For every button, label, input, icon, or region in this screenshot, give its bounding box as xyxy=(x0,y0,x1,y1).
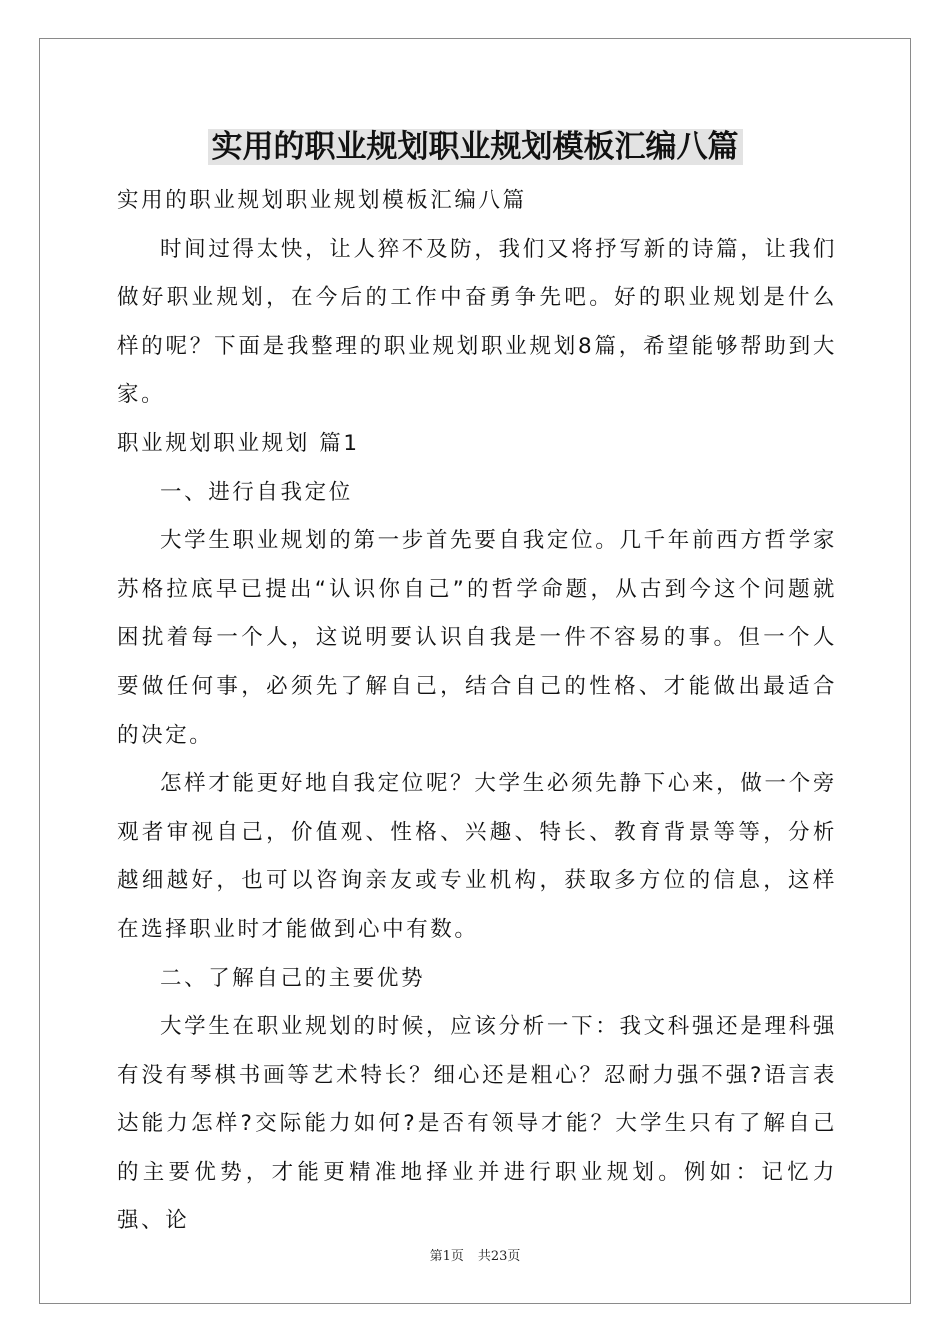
current-page-label: 第1页 xyxy=(429,1249,464,1264)
document-title xyxy=(0,124,950,170)
paragraph: 实用的职业规划职业规划模板汇编八篇 xyxy=(117,188,527,213)
subsection-heading: 一、进行自我定位 xyxy=(160,479,353,505)
paragraph: 大学生在职业规划的时候，应该分析一下：我文科强还是理科强有没有琴棋书画等艺术特长？细心还是粗心？忍耐力强不强?语言表达能力怎样?交际能力如何?是否有领导才能？大学生只有了解自己的主要优势，才能更精准地择业并进行职业规划。例如：记忆力强、论 xyxy=(117,1014,837,1234)
document-title-text: 实用的职业规划职业规划模板汇编八篇 xyxy=(208,129,743,165)
total-pages-label: 共23页 xyxy=(477,1249,521,1264)
page-footer xyxy=(0,1247,950,1267)
section-heading: 职业规划职业规划 篇1 xyxy=(117,430,360,456)
subsection-heading: 二、了解自己的主要优势 xyxy=(160,965,426,991)
paragraph: 大学生职业规划的第一步首先要自我定位。几千年前西方哲学家苏格拉底早已提出“认识你自己”的哲学命题，从古到今这个问题就困扰着每一个人，这说明要认识自我是一件不容易的事。但一个人要做任何事，必须先了解自己，结合自己的性格、才能做出最适合的决定。 xyxy=(117,528,837,748)
document-body xyxy=(117,177,837,1246)
paragraph: 怎样才能更好地自我定位呢？大学生必须先静下心来，做一个旁观者审视自己，价值观、性格、兴趣、特长、教育背景等等，分析越细越好，也可以咨询亲友或专业机构，获取多方位的信息，这样在选择职业时才能做到心中有数。 xyxy=(117,771,837,942)
paragraph: 时间过得太快，让人猝不及防，我们又将抒写新的诗篇，让我们做好职业规划，在今后的工作中奋勇争先吧。好的职业规划是什么样的呢？下面是我整理的职业规划职业规划8篇，希望能够帮助到大家。 xyxy=(117,236,837,408)
